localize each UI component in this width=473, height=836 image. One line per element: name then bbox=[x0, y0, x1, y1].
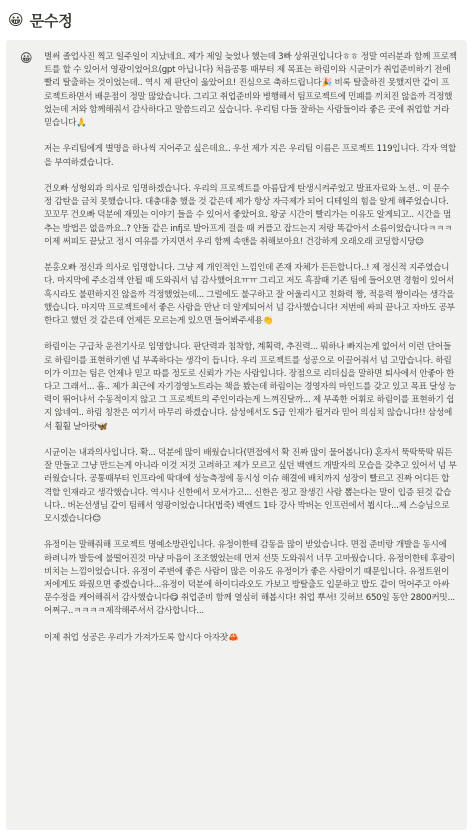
page-title[interactable]: 문수정 bbox=[29, 11, 73, 30]
smiley-face-icon[interactable]: 😀 bbox=[20, 51, 33, 65]
smiley-face-icon[interactable]: 😀 bbox=[8, 10, 24, 29]
callout-block[interactable] bbox=[6, 40, 467, 830]
callout-paragraph-plastic-surgeon[interactable]: 건오빠 성형외과 의사로 임명하겠습니다. 우리의 프로젝트를 아름답게 탄생시켜주었고 발표자료와 노션.. 이 문수정 감탄을 금치 못했습니다. 대충대충 했을 것 같은데 제가 항상 자극제가 되어 디테일의 힘을 알게 해주었습니다. 꼬꼬무 건오빠 덕분에 재밌는 이야기 들을 수 있어서 좋았어요. 왕궁 시간이 빨리가는 이유도 알게되고.. 시간을 멈추는 방법은 없을까요..? 얀돌 같은 infj로 발아프게 걸을 때 커플고 잡드는지 저랑 똑같아서 소름이었습니다ㅋㅋㅋ 이제 써피도 끝났고 정시 여유를 가지면서 우리 함께 속앤을 취해보아요! 건강하게 오래오래 코딩합시당😉 bbox=[44, 184, 453, 247]
callout-paragraph-firefighter[interactable]: 유정이는 말해줘해 프로젝트 명예소방관입니다. 유정이한테 감동을 많이 받았습니다. 면접 준비랑 개발을 동시에 하려니까 발등에 불떨어진것 마냥 마음이 조조했었는데 먼저 선뜻 도와줘서 너무 고마웠습니다. 유정이한테 후광이 비치는 느낌이었습니다. 유정이 주변에 좋은 사람이 많은 이유도 유정이가 좋은 사람이기 때문입니다. 유정트윈이 저에게도 와줬으면 좋겠습니다...유정이 덕분에 하이디라오도 가보고 방탈출도 입문하고 밥도 같이 먹어주고 아싸문수정을 케어해줘서 감사했습니다😋 취업준비 함께 열심히 해봅시다! 취업 뿌셔! 깃허브 650일 동안 2800커밋...어쩌구..ㅋㅋㅋㅋ제작해주셔서 감사합니다... bbox=[44, 540, 455, 617]
page-header bbox=[0, 0, 473, 40]
callout-paragraph-internist[interactable]: 시균이는 내과의사입니다. 확... 덕분에 많이 배웠습니다(면접에서 확 진짜 많이 물어봅니다) 혼자서 뚝딱뚝딱 뭐든 잘 만들고 그냥 만드는게 아니라 이것 저것 고려하고 제가 모르고 싶던 백엔드 개발자의 모습을 갖추고 있어서 넘 부러웠습니다. 공통때부터 인프라에 딱대에 성능측정에 동시성 이슈 해결에 배치까지 성장이 빨르고 진짜 어디든 합격할 인재라고 생각했습니다. 역시나 신한에서 모셔가고... 신한은 정고 잘생긴 사람 뽑는다는 말이 입증 된것 같습니다.. 버논선생님 같이 팀해서 영광이었습니다(법죽) 백엔드 1타 강사 박버논 인프런에서 뵙시다...제 스승님으로 모시겠습니다😊 bbox=[44, 448, 457, 525]
callout-paragraph-intro[interactable]: 벌써 졸업사진 찍고 일주일이 지났네요. 제가 제일 늦었나 했는데 3빠 상위권입니다ㅎㅎ 정말 여러분과 함께 프로젝트를 할 수 있어서 영광이었어요(gpt 아닙니다) 처음공통 때부터 제 목표는 하림이와 시균이가 취업준비하기 전에 빨리 탈출하는 것이었는데.. 역시 제 판단이 옳았어요! 진심으로 축하드립니다🎉 비록 탈출하진 못했지만 같이 프로젝트하면서 배운점이 정말 많았습니다. 그리고 취업준비와 병행해서 팀프로젝트에 민폐를 끼치진 않을까 걱정했었는데 저와 함께해줘서 감사하다고 말씀드리고 싶습니다. 우리팀 다들 잘하는 사람들이라 좋은 곳에 취업할 거라 믿습니다🙏 bbox=[44, 52, 457, 129]
callout-paragraph-psychiatrist[interactable]: 분홍오빠 정신과 의사로 임명합니다. 그냥 제 개인적인 느낌인데 존재 자체가 든든합니다..! 제 정신적 지주였습니다. 마지막에 주소검색 안될 때 도와줘서 넘 감사했어요ㅠㅠ 그리고 저도 흑잠때 기존 팀에 들어오면 경험이 있어서 흑시라도 불편하지진 않을까 걱정했었는데... 그럴에도 불구하고 잘 어울리시고 친화력 짱, 적응력 짱이라는 생각을 했습니다. 마지막 프로젝트에서 좋은 사람을 만난 더 알게되어서 넘 감사했습니다! 저번에 싸피 끝나고 자바도 공부한다고 했던 것 같은데 언제든 모르는게 있으면 들어봐주세용👏 bbox=[44, 263, 455, 327]
callout-paragraph-closing[interactable]: 이제 취업 성공은 우리가 가져가도록 합시다 아자잣🦀 bbox=[44, 632, 239, 643]
callout-paragraph-nicknames[interactable]: 저는 우리팀에게 별명을 하나씩 지어주고 싶은데요.. 우선 제가 지은 우리팀 이름은 프로젝트 119입니다. 각자 역할을 부여하겠습니다. bbox=[44, 144, 457, 168]
callout-paragraph-ambulance-driver[interactable]: 하림이는 구급차 운전기사로 임명합니다. 판단력과 침착함, 계획력, 추진력... 뭐하나 빠지는게 없어서 이런 단어들로 하림이를 표현하기엔 넘 부족하다는 생각이 듭니다. 우리 프로젝트를 성공으로 이끌어줘서 넘 고맙습니다. 하림이가 이끄는 팀은 언제나 믿고 따를 정도로 신뢰가 가는 사람입니다. 장점으로 리더십을 말하면 퇴사에서 안좋아 한다고 그래서... 흠.. 제가 최근에 자기경영노트라는 책을 봤는데 하림이는 경영자의 마인드를 갖고 있고 목표 달성 능력이 뛰어나서 수동적이지 않고 그 프로젝트의 주인이라는게 느껴진달까... 제 부족한 어휘로 하림이를 표현하기 쉽지 않네여.. 하림 칭찬은 여기서 마무리 하겠습니다. 삼성에서도 S급 인재가 될거라 믿어 의심치 않습니다!! 삼성에서 훨훨 날아랏🦋 bbox=[44, 342, 456, 432]
